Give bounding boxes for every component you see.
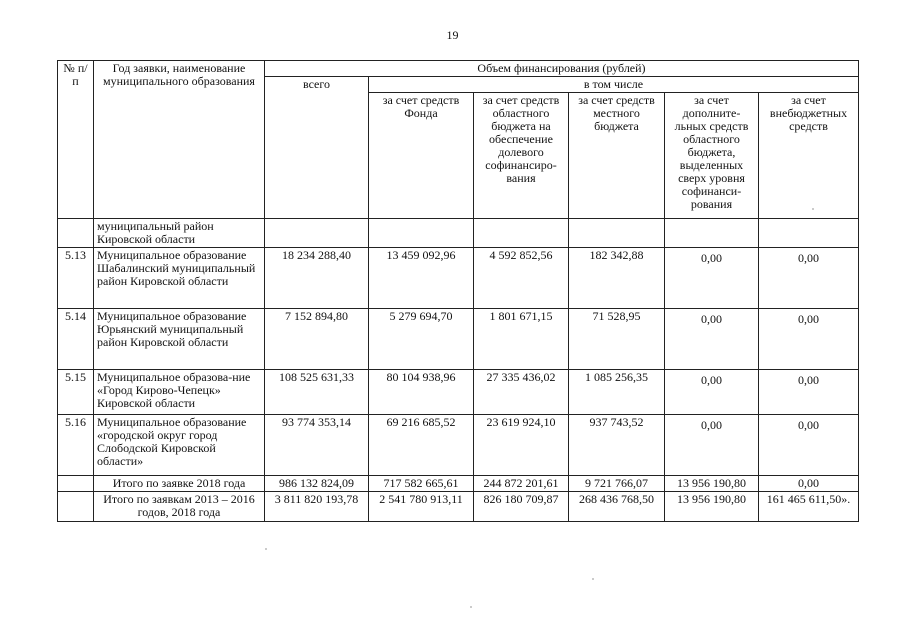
row-extra: 0,00 [759, 309, 859, 370]
row-name: Муниципальное образование Юрьянский муниципальный район Кировской области [94, 309, 265, 370]
table-row [58, 370, 859, 415]
row-extra [759, 219, 859, 248]
row-local: 182 342,88 [569, 248, 665, 309]
header-col-regional: за счет средств областного бюджета на обеспечение долевого софинансиро-вания [474, 93, 569, 219]
row-additional: 0,00 [665, 248, 759, 309]
row-name: муниципальный район Кировской области [94, 219, 265, 248]
row-total: 7 152 894,80 [265, 309, 369, 370]
total-name: Итого по заявке 2018 года [94, 476, 265, 492]
row-additional: 0,00 [665, 415, 759, 476]
header-col-total: всего [265, 77, 369, 219]
row-regional [474, 219, 569, 248]
row-name: Муниципальное образование «городской округ город Слободской Кировской области» [94, 415, 265, 476]
row-no: 5.13 [58, 248, 94, 309]
header-col-local: за счет средств местного бюджета [569, 93, 665, 219]
row-total: 108 525 631,33 [265, 370, 369, 415]
row-name: Муниципальное образова-ние «Город Кирово-Чепецк» Кировской области [94, 370, 265, 415]
row-name: Муниципальное образование Шабалинский муниципальный район Кировской области [94, 248, 265, 309]
header-subgroup-title: в том числе [369, 77, 859, 93]
scan-speck [470, 606, 472, 608]
row-no [58, 219, 94, 248]
row-fund: 80 104 938,96 [369, 370, 474, 415]
row-local: 1 085 256,35 [569, 370, 665, 415]
header-col-no: № п/п [58, 61, 94, 219]
total-fund: 2 541 780 913,11 [369, 492, 474, 522]
total-no [58, 492, 94, 522]
total-total: 3 811 820 193,78 [265, 492, 369, 522]
total-no [58, 476, 94, 492]
row-additional [665, 219, 759, 248]
total-additional: 13 956 190,80 [665, 492, 759, 522]
row-fund: 69 216 685,52 [369, 415, 474, 476]
row-extra: 0,00 [759, 415, 859, 476]
row-local [569, 219, 665, 248]
row-additional: 0,00 [665, 309, 759, 370]
row-fund: 5 279 694,70 [369, 309, 474, 370]
header-col-additional: за счет дополните-льных средств областного бюджета, выделенных сверх уровня софинанси-рования [665, 93, 759, 219]
row-total [265, 219, 369, 248]
page-number: 19 [446, 28, 459, 42]
header-col-extra: за счет внебюджетных средств [759, 93, 859, 219]
row-fund: 13 459 092,96 [369, 248, 474, 309]
total-local: 268 436 768,50 [569, 492, 665, 522]
total-extra: 161 465 611,50». [759, 492, 859, 522]
total-fund: 717 582 665,61 [369, 476, 474, 492]
total-extra: 0,00 [759, 476, 859, 492]
table-row [58, 248, 859, 309]
total-regional: 826 180 709,87 [474, 492, 569, 522]
total-regional: 244 872 201,61 [474, 476, 569, 492]
header-col-name: Год заявки, наименование муниципального образования [94, 61, 265, 219]
total-additional: 13 956 190,80 [665, 476, 759, 492]
total-total: 986 132 824,09 [265, 476, 369, 492]
row-no: 5.14 [58, 309, 94, 370]
scan-speck [812, 208, 814, 210]
row-no: 5.16 [58, 415, 94, 476]
row-total: 93 774 353,14 [265, 415, 369, 476]
row-local: 937 743,52 [569, 415, 665, 476]
row-regional: 1 801 671,15 [474, 309, 569, 370]
row-fund [369, 219, 474, 248]
table-row [58, 219, 859, 248]
table-row [58, 415, 859, 476]
row-regional: 27 335 436,02 [474, 370, 569, 415]
row-extra: 0,00 [759, 370, 859, 415]
total-row [58, 476, 859, 492]
row-additional: 0,00 [665, 370, 759, 415]
total-local: 9 721 766,07 [569, 476, 665, 492]
row-total: 18 234 288,40 [265, 248, 369, 309]
header-col-fund: за счет средств Фонда [369, 93, 474, 219]
row-extra: 0,00 [759, 248, 859, 309]
total-name: Итого по заявкам 2013 – 2016 годов, 2018 года [94, 492, 265, 522]
financing-table [57, 60, 859, 522]
row-regional: 23 619 924,10 [474, 415, 569, 476]
row-local: 71 528,95 [569, 309, 665, 370]
row-no: 5.15 [58, 370, 94, 415]
table-row [58, 309, 859, 370]
total-row [58, 492, 859, 522]
header-group-title: Объем финансирования (рублей) [265, 61, 859, 77]
scan-speck [592, 578, 594, 580]
scan-speck [265, 548, 267, 550]
row-regional: 4 592 852,56 [474, 248, 569, 309]
